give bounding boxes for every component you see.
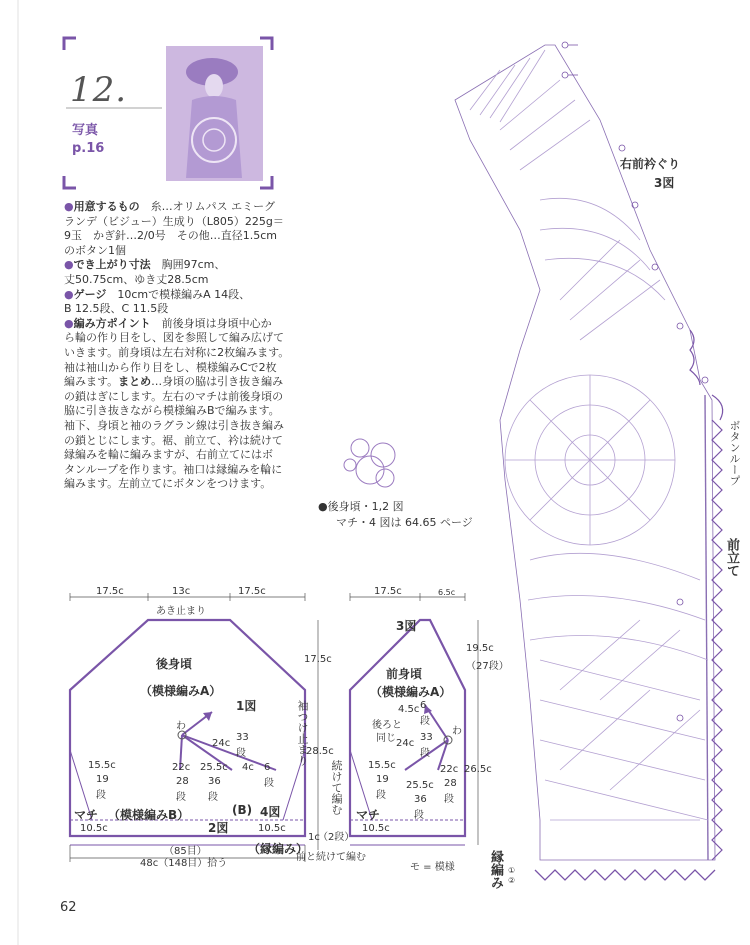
back-r22-dan: 段	[176, 792, 186, 803]
points-line: …身頃の脇は引き抜き編み	[151, 375, 284, 389]
back-r255: 25.5c	[200, 762, 228, 773]
back-width-1: 17.5c	[96, 586, 124, 597]
back-r255-rows: 36	[208, 776, 221, 787]
points-line: の鎖とじにします。裾、前立て、衿は続けて	[64, 433, 283, 447]
back-r4-dan: 段	[264, 778, 274, 789]
front-title: 前身頃	[386, 667, 423, 681]
points-line: 袖下、身頃と袖のラグラン線は引き抜き編み	[64, 418, 284, 432]
legend: モ = 模様	[410, 862, 455, 873]
points-title: 編み方ポイント	[73, 316, 151, 330]
points-line: 編みます。	[64, 375, 119, 389]
sleeve-join-label: 袖つけ止まり	[296, 700, 309, 766]
points-line: 脇に引き抜きながら模様編みBで編みます。	[64, 404, 280, 418]
size-line: 胸囲97cm、	[161, 258, 226, 272]
back-r24-dan: 段	[236, 748, 246, 759]
front-r255: 25.5c	[406, 780, 434, 791]
points-line: の鎖はぎにします。左右のマチは前後身頃の	[64, 389, 284, 403]
back-gusset: マチ	[74, 808, 99, 822]
back-r24: 24c	[212, 738, 231, 749]
points-line: 編みます。左前立てにボタンをつけます。	[64, 477, 272, 491]
back-title: 後身頃	[156, 657, 193, 671]
photo-label: 写真	[72, 123, 99, 138]
opening-stop: あき止まり	[156, 606, 206, 617]
back-total: 28.5c	[306, 746, 334, 757]
back-fig4: 4図	[260, 805, 281, 819]
back-center-mark: わ	[176, 721, 186, 732]
edging-label: 縁編み	[488, 850, 503, 889]
back-hem-rows: （85目）	[164, 846, 207, 857]
back-fig2: 2図	[208, 821, 229, 835]
front-gusset: マチ	[356, 808, 381, 822]
back-side-rows: 19	[96, 774, 109, 785]
pattern-number: 12.	[70, 70, 128, 110]
materials-line: ランデ（ビジュー）生成り（L805）225g＝	[64, 214, 284, 228]
back-bottom-2: 10.5c	[258, 823, 286, 834]
back-width-2: 13c	[172, 586, 191, 597]
back-r4-rows: 6	[264, 762, 271, 773]
button-loop-label: ボタンループ	[728, 420, 741, 486]
front-fig3: 3図	[396, 619, 417, 633]
front-h1: 19.5c	[466, 643, 494, 654]
front-same-1: 後ろと	[372, 720, 402, 731]
page-number: 62	[60, 900, 77, 915]
back-side-dan: 段	[96, 790, 106, 801]
back-hem: 48c（148目）拾う	[140, 858, 228, 869]
gauge-line: B 12.5段、C 11.5段	[64, 302, 169, 316]
front-r24: 24c	[396, 738, 415, 749]
back-b-label: (B)	[232, 803, 253, 817]
front-side-rows: 19	[376, 774, 389, 785]
neckline-fig: 3図	[654, 176, 675, 190]
points-line: 袖は袖山から作り目をし、模様編みCで2枚	[64, 360, 277, 374]
materials-title: 用意するもの	[73, 200, 140, 213]
back-gusset-pattern: （模様編みB）	[108, 808, 190, 822]
chart-note-1: ●後身頃・1,2 図	[318, 500, 404, 513]
front-r255-rows: 36	[414, 794, 427, 805]
photo-page: p.16	[72, 141, 105, 156]
front-side: 15.5c	[368, 760, 396, 771]
front-same-2: 同じ	[376, 733, 396, 744]
front-h2: 26.5c	[464, 764, 492, 775]
materials-line: 9玉 かぎ針…2/0号 その他…直径1.5cm	[64, 229, 277, 243]
front-width-2: 6.5c	[438, 588, 456, 597]
gauge-title: ゲージ	[73, 287, 107, 301]
size-line: 丈50.75cm、ゆき丈28.5cm	[64, 272, 209, 286]
front-r22-rows: 28	[444, 778, 457, 789]
back-pattern: （模様編みA）	[140, 684, 222, 698]
row-mark-2: ②	[508, 876, 516, 885]
continue-label: 続けて編む	[330, 760, 343, 815]
points-line: ら輪の作り目をし、図を参照して編み広げて	[64, 331, 284, 345]
front-width-1: 17.5c	[374, 586, 402, 597]
row-mark-1: ①	[508, 866, 516, 875]
materials-line: のボタン1個	[64, 243, 126, 257]
points-line: タンループを作ります。袖口は縁編みを輪に	[64, 462, 283, 476]
back-r22: 22c	[172, 762, 191, 773]
front-h1-rows: （27段）	[466, 661, 509, 672]
front-r45: 4.5c	[398, 704, 420, 715]
gauge-line: 10cmで模様編みA 14段、	[117, 287, 251, 301]
summary-title: まとめ	[118, 375, 152, 389]
instructions-block: ●用意するもの 糸…オリムパス エミーグ ランデ（ビジュー）生成り（L805）225g＝ 9玉 かぎ針…2/0号 その他…直径1.5cm のボタン1個 ●でき上がり寸法 胸囲97cm、 丈50.75cm、ゆき丈28.5cm ●ゲージ 10cmで模様編みA 14段、 B 12.5段、C 11.5段 ●編み方ポイント 前後身頃は身頃中心か ら輪の作り目をし、図を参照して編み広げて いきます。前身頃は左右対称に2枚編みます。 袖は袖山から作り目をし、模様編みCで2枚 編みます。まとめ…身頃の脇は引き抜き編み の鎖はぎにします。左右のマチは前後身頃の 脇に引き抜きながら模様編みBで編みます。 袖下、身頃と袖のラグラン線は引き抜き編み の鎖とじにします。裾、前立て、衿は続けて 縁編みを輪に編みますが、右前立てにはボ タンループを作ります。袖口は縁編みを輪に 編みます。左前立てにボタンをつけます。	[64, 200, 294, 492]
back-bottom-1: 10.5c	[80, 823, 108, 834]
points-line: 縁編みを輪に編みますが、右前立てにはボ	[64, 448, 273, 462]
back-r4: 4c	[242, 762, 254, 773]
front-r22-dan: 段	[444, 794, 454, 805]
back-r24-rows: 33	[236, 732, 249, 743]
back-hem-height: 1c	[308, 832, 320, 843]
front-r45-rows: 6	[420, 700, 427, 711]
back-fig1: 1図	[236, 699, 257, 713]
back-hem-height-rows: （2段）	[318, 832, 355, 843]
points-line: いきます。前身頃は左右対称に2枚編みます。	[64, 345, 290, 359]
front-center-mark: わ	[452, 726, 462, 737]
front-r22: 22c	[440, 764, 459, 775]
front-r24-rows: 33	[420, 732, 433, 743]
points-line: 前後身頃は身頃中心か	[161, 316, 272, 330]
continue-front: 前と続けて編む	[296, 852, 366, 863]
front-r45-dan: 段	[420, 716, 430, 727]
front-r255-dan: 段	[414, 810, 424, 821]
materials-line: 糸…オリムパス エミーグ	[150, 200, 276, 213]
chart-note-2: マチ・4 図は 64.65 ページ	[336, 516, 473, 529]
back-r22-rows: 28	[176, 776, 189, 787]
back-width-3: 17.5c	[238, 586, 266, 597]
back-side: 15.5c	[88, 760, 116, 771]
back-length: 17.5c	[304, 654, 332, 665]
front-bottom: 10.5c	[362, 823, 390, 834]
front-pattern: （模様編みA）	[370, 685, 452, 699]
back-r255-dan: 段	[208, 792, 218, 803]
back-edging: （縁編み）	[248, 842, 309, 856]
front-r24-dan: 段	[420, 748, 430, 759]
front-side-dan: 段	[376, 790, 386, 801]
neckline-title: 右前衿ぐり	[620, 157, 681, 171]
front-band-label: 前立て	[724, 538, 739, 577]
size-title: でき上がり寸法	[73, 258, 151, 272]
